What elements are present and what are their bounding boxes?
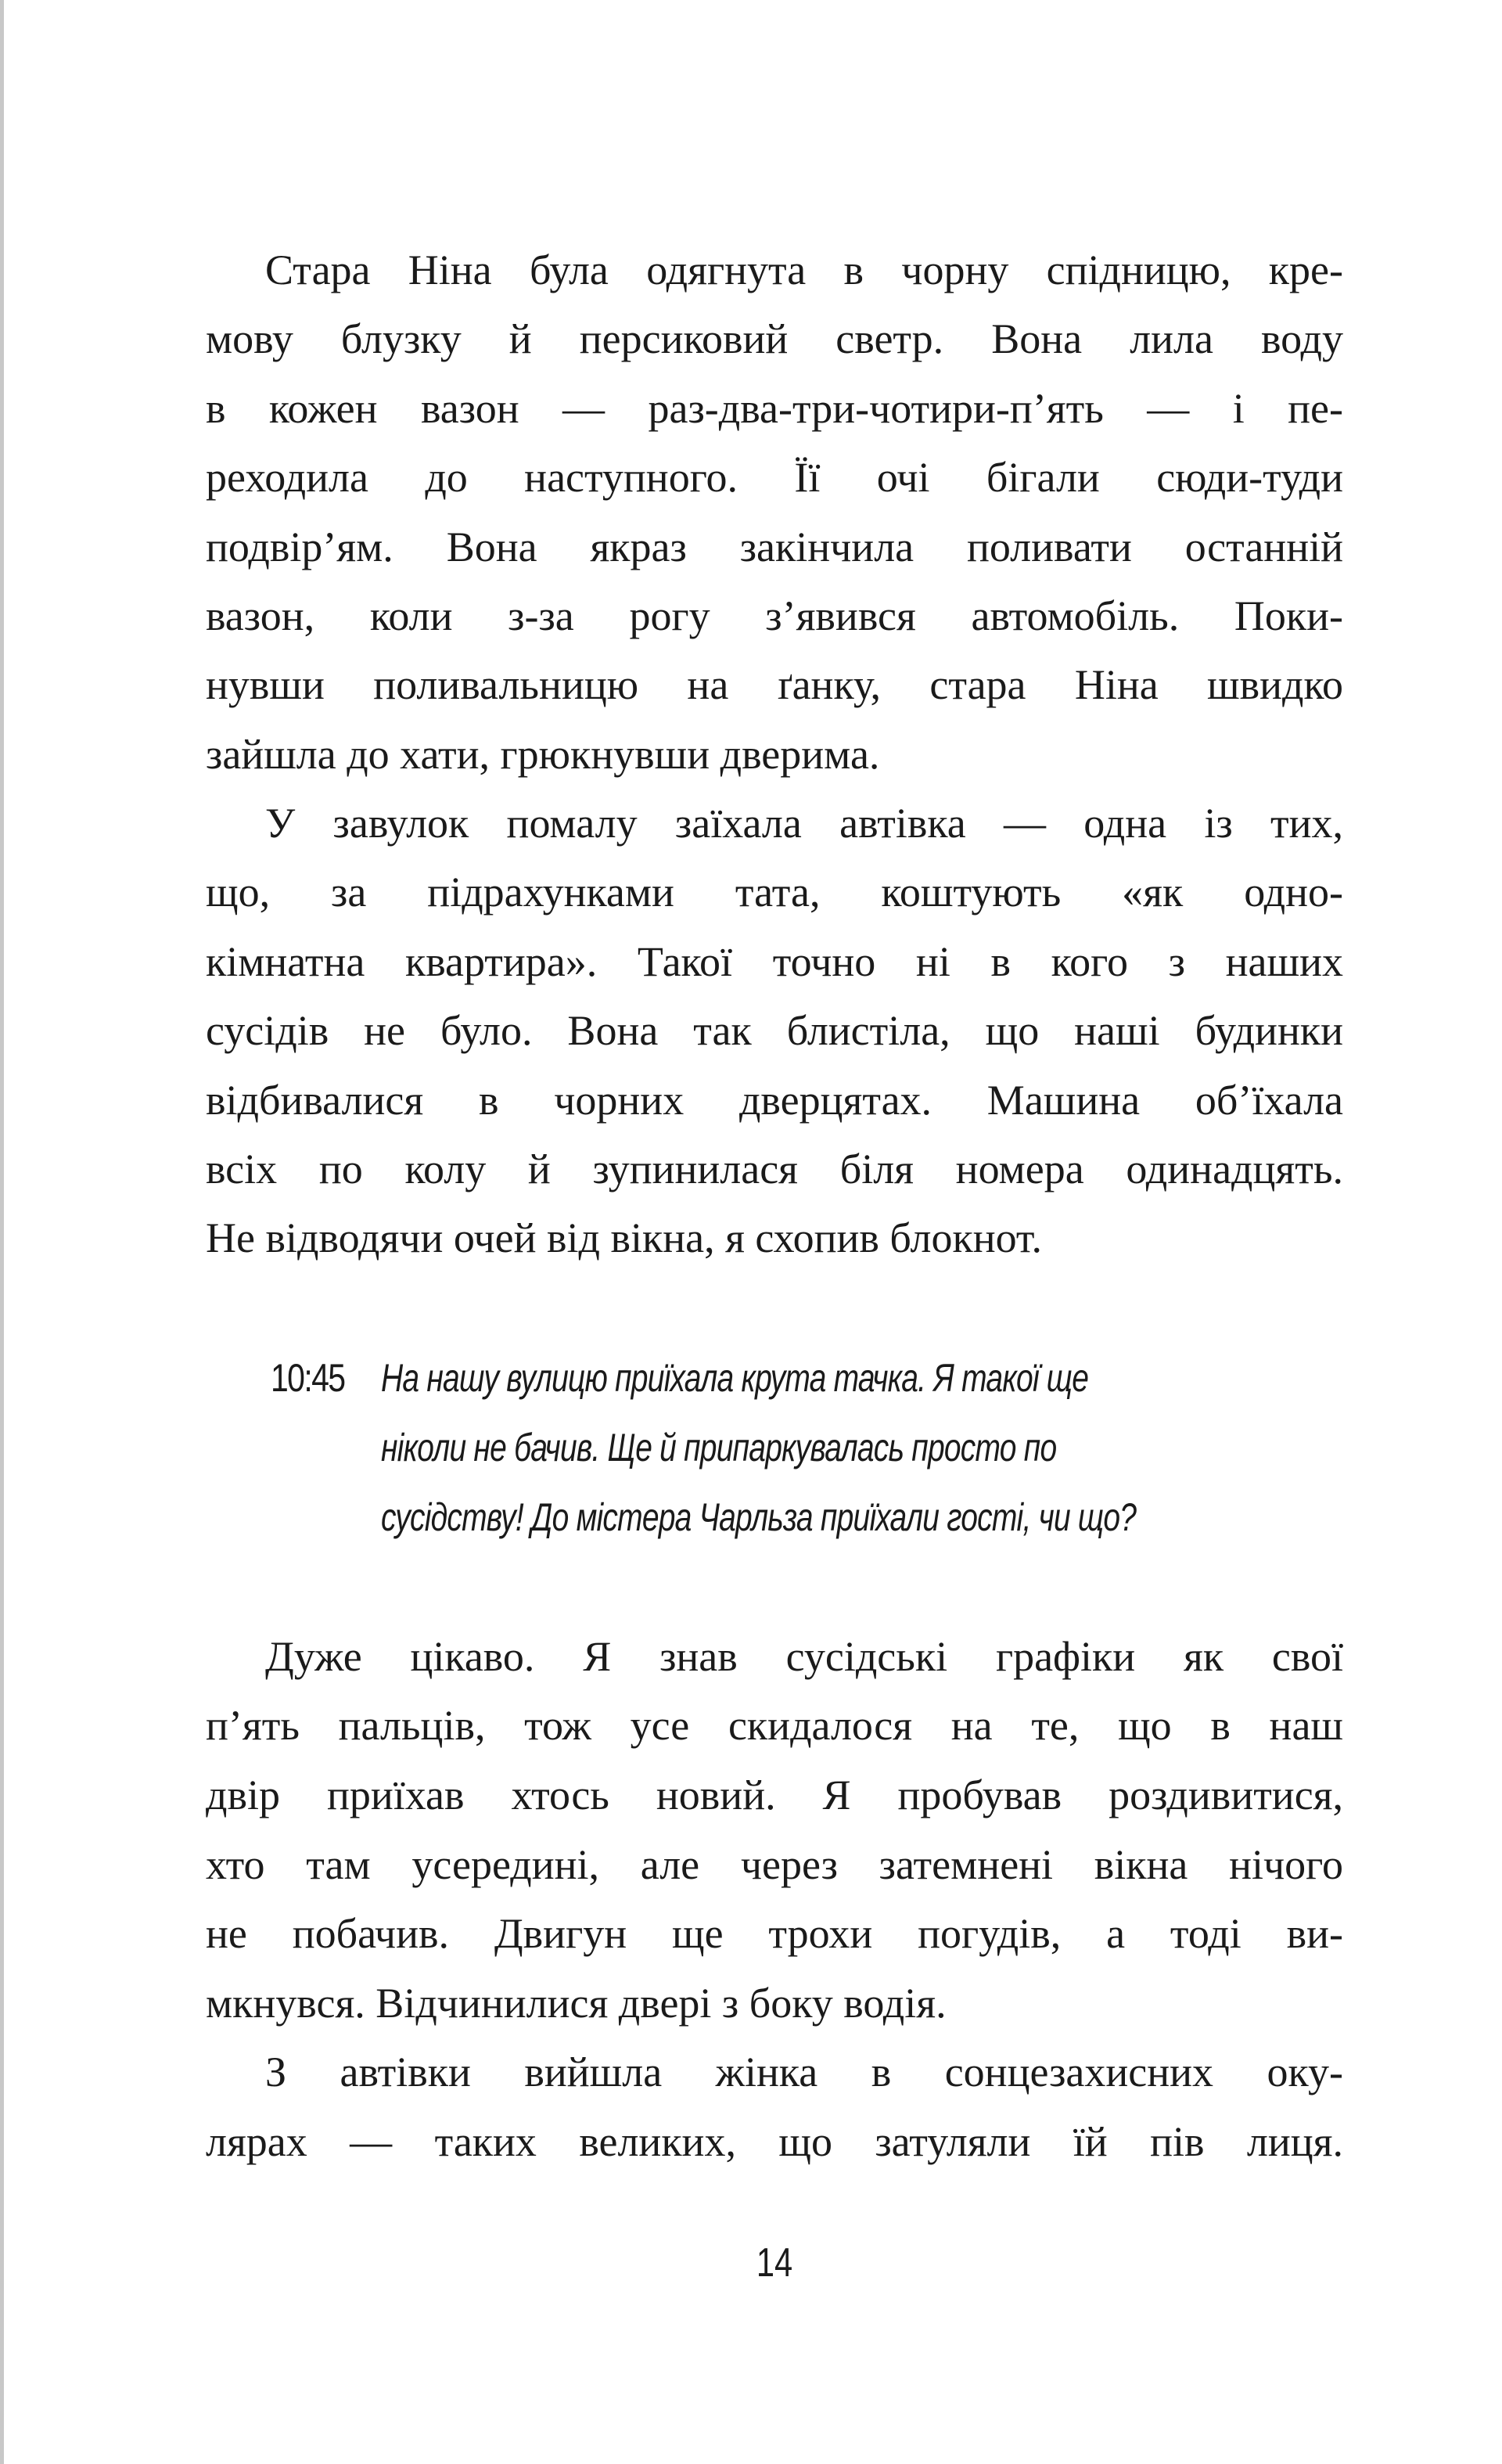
text-line: вазон, коли з-за рогу з’явився автомобіль. Поки- (206, 592, 1343, 639)
text-line: З автівки вийшла жінка в сонцезахисних оку- (265, 2049, 1343, 2095)
text-line: подвір’ям. Вона якраз закінчила поливати останній (206, 523, 1343, 570)
text-line: що, за підрахунками тата, коштують «як одно- (206, 869, 1343, 915)
text-line: лярах — таких великих, що затуляли їй пів лиця. (206, 2118, 1343, 2165)
text-line: кімнатна квартира». Такої точно ні в кого з наших (206, 938, 1343, 985)
text-line: нувши поливальницю на ґанку, стара Ніна швидко (206, 661, 1343, 708)
text-line: мову блузку й персиковий светр. Вона лила воду (206, 315, 1343, 362)
text-line: Дуже цікаво. Я знав сусідські графіки як свої (265, 1633, 1343, 1680)
text-line: в кожен вазон — раз-два-три-чотири-п’ять — і пе- (206, 385, 1343, 432)
text-line: всіх по колу й зупинилася біля номера одинадцять. (206, 1146, 1343, 1192)
text-line: не побачив. Двигун ще трохи погудів, а тоді ви- (206, 1910, 1343, 1957)
text-line: двір приїхав хтось новий. Я пробував роздивитися, (206, 1772, 1343, 1818)
text-line: мкнувся. Відчинилися двері з боку водія. (206, 1980, 947, 2027)
text-line: п’ять пальців, тож усе скидалося на те, що в наш (206, 1702, 1343, 1749)
text-line: відбивалися в чорних дверцятах. Машина об’їхала (206, 1077, 1343, 1124)
note-line: ніколи не бачив. Ще й припаркувалась просто по (381, 1426, 1057, 1469)
text-line: Не відводячи очей від вікна, я схопив блокнот. (206, 1214, 1042, 1261)
note-time: 10:45 (271, 1356, 345, 1400)
text-line: реходила до наступного. Її очі бігали сюди-туди (206, 454, 1343, 501)
note-line: На нашу вулицю приїхала крута тачка. Я такої ще (381, 1356, 1089, 1400)
text-line: хто там усередині, але через затемнені вікна нічого (206, 1841, 1343, 1888)
text-line: У завулок помалу заїхала автівка — одна із тих, (265, 800, 1343, 847)
book-page (4, 0, 1502, 2464)
page-number: 14 (756, 2240, 793, 2286)
text-line: сусідів не було. Вона так блистіла, що наші будинки (206, 1007, 1343, 1054)
text-line: зайшла до хати, грюкнувши дверима. (206, 731, 880, 778)
text-line: Стара Ніна була одягнута в чорну спідницю, кре- (265, 246, 1343, 293)
note-line: сусідству! До містера Чарльза приїхали гості, чи що? (381, 1495, 1137, 1539)
